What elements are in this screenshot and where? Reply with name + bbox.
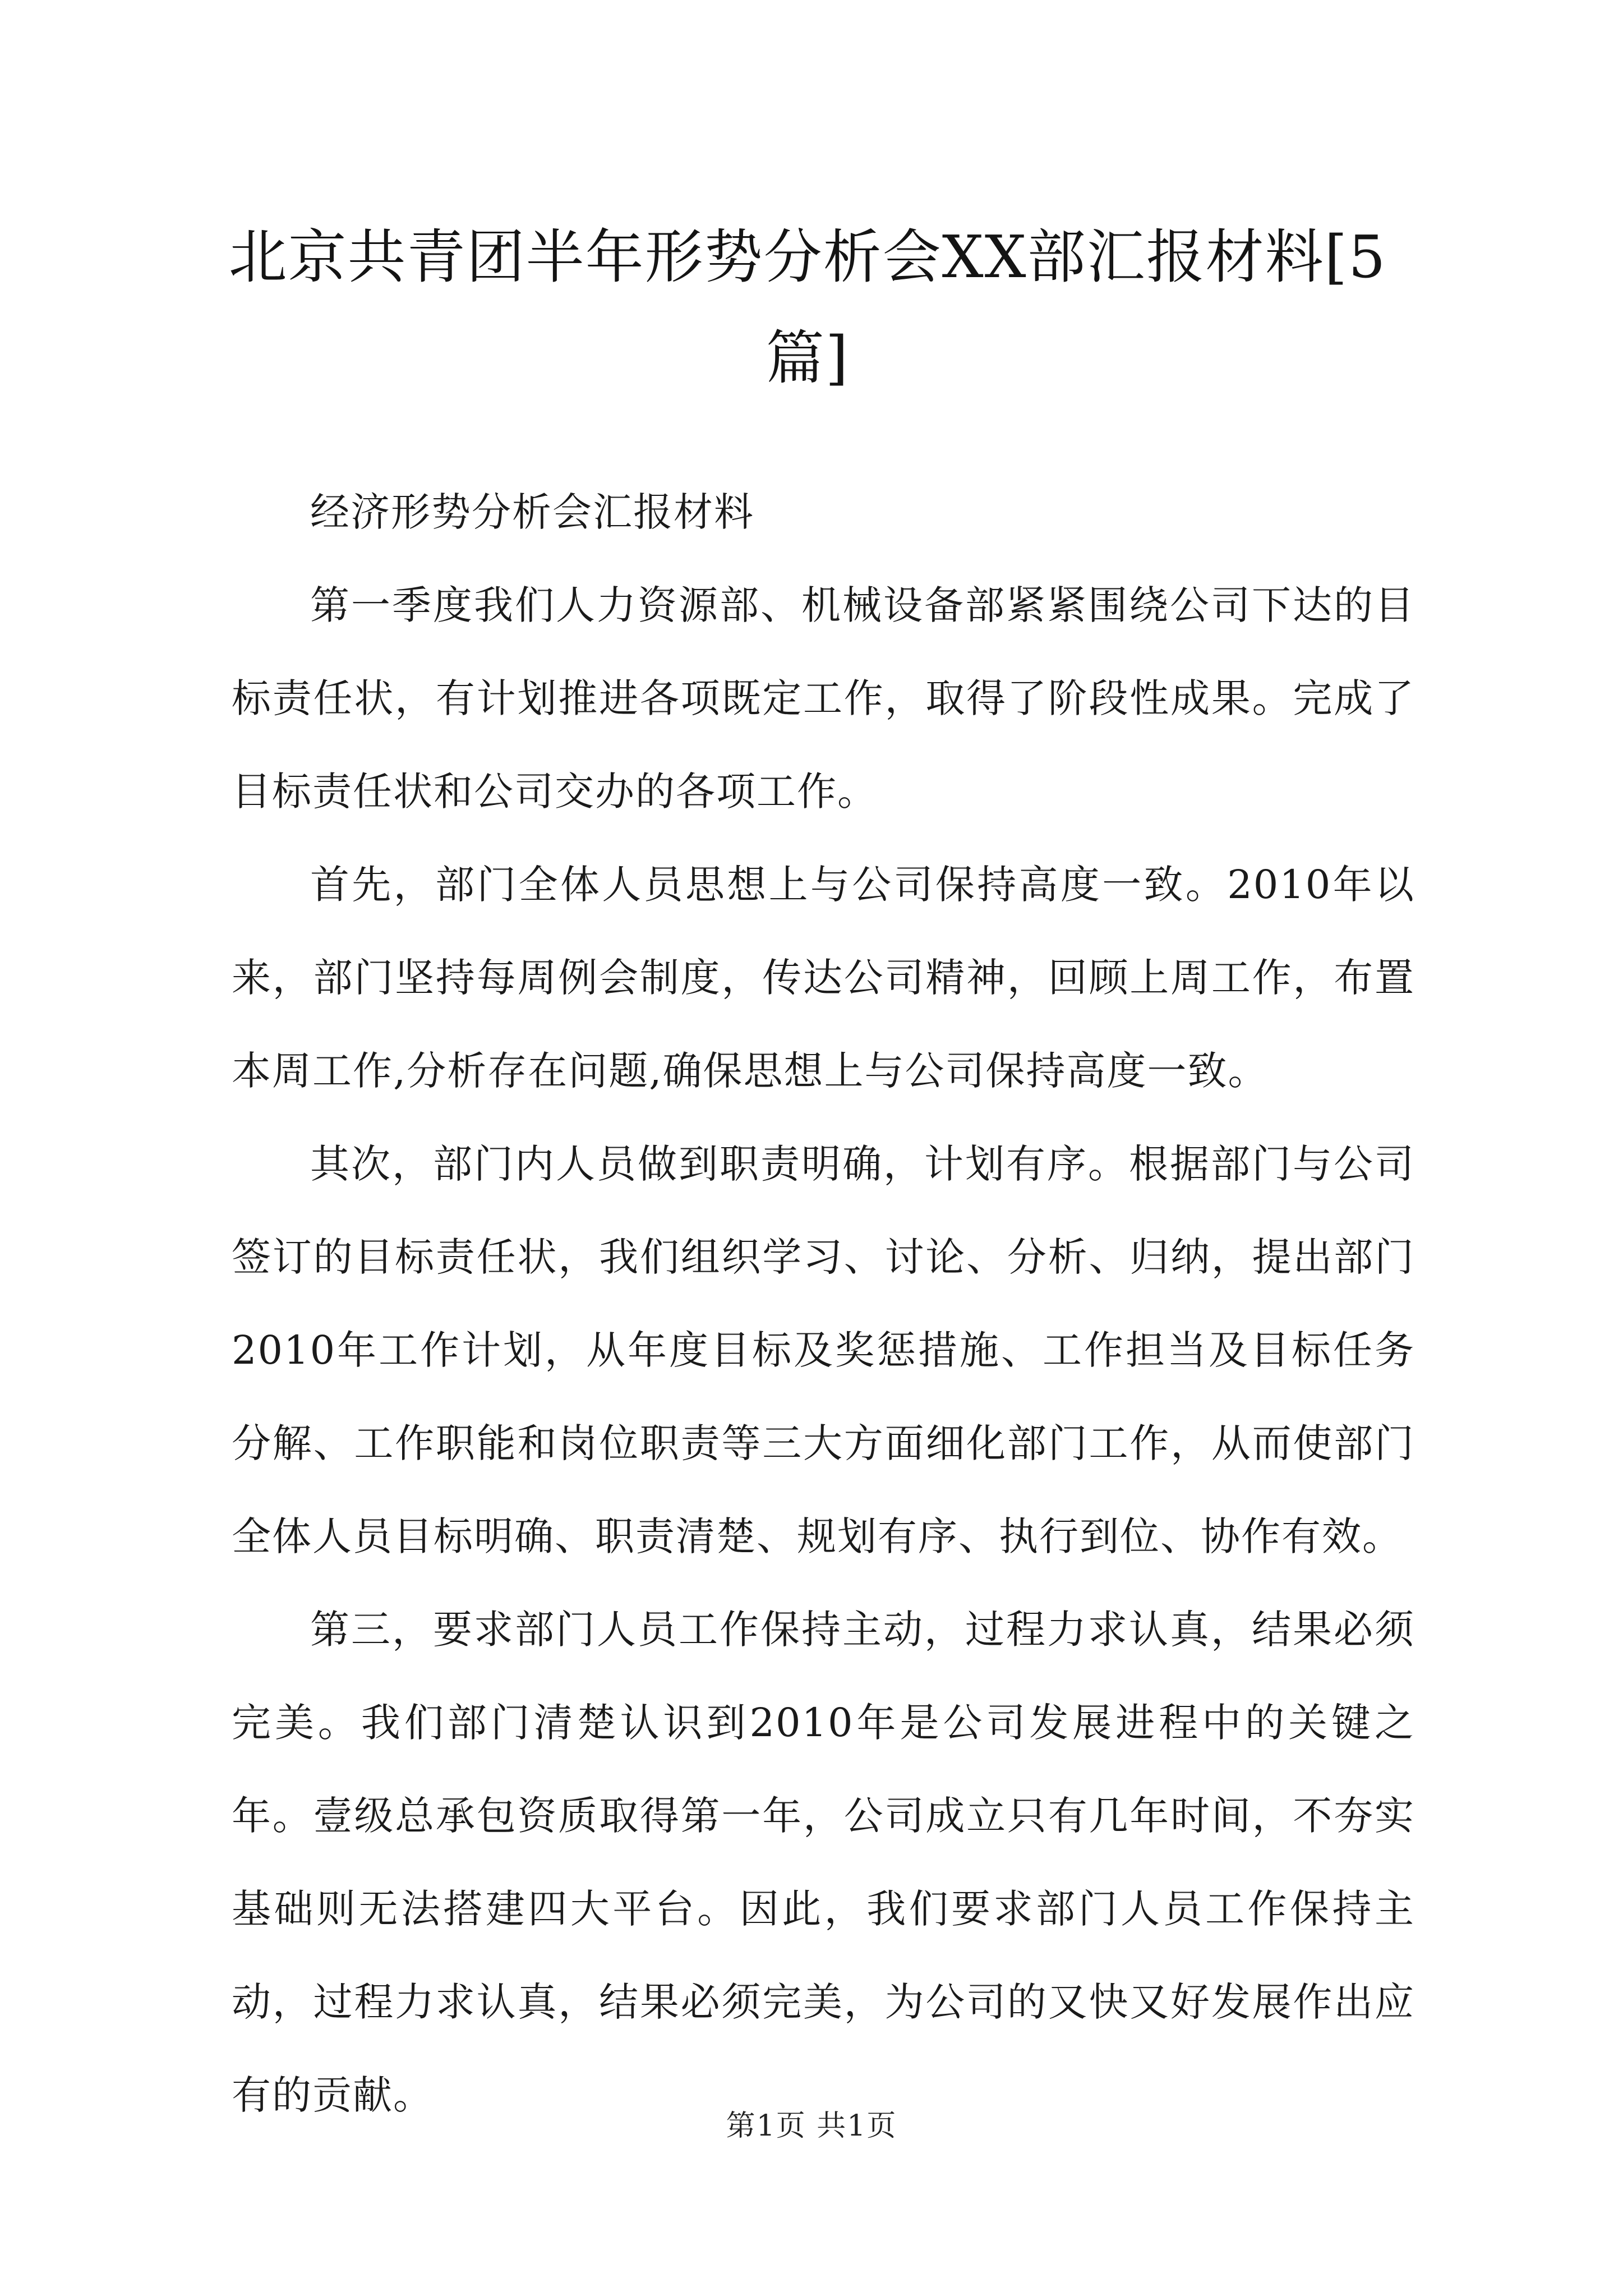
document-title: 北京共青团半年形势分析会XX部汇报材料[5篇]: [228, 223, 1387, 392]
page-footer: 第1页 共1页: [726, 2109, 897, 2143]
paragraph-2: 首先，部门全体人员思想上与公司保持高度一致。2010年以来，部门坚持每周例会制度，传达公司精神，回顾上周工作，布置本周工作,分析存在问题,确保思想上与公司保持高度一致。: [232, 862, 1415, 1094]
paragraph-4: 第三，要求部门人员工作保持主动，过程力求认真，结果必须完美。我们部门清楚认识到2010年是公司发展进程中的关键之年。壹级总承包资质取得第一年，公司成立只有几年时间，不夯实基础则无法搭建四大平台。因此，我们要求部门人员工作保持主动，过程力求认真，结果必须完美，为公司的又快又好发展作出应有的贡献。: [232, 1607, 1415, 2118]
document-body: [232, 466, 1415, 2142]
paragraph-3: 其次，部门内人员做到职责明确，计划有序。根据部门与公司签订的目标责任状，我们组织学习、讨论、分析、归纳，提出部门2010年工作计划，从年度目标及奖惩措施、工作担当及目标任务分解、工作职能和岗位职责等三大方面细化部门工作，从而使部门全体人员目标明确、职责清楚、规划有序、执行到位、协作有效。: [232, 1141, 1415, 1559]
document-subtitle: 经济形势分析会汇报材料: [310, 489, 754, 535]
paragraph-1: 第一季度我们人力资源部、机械设备部紧紧围绕公司下达的目标责任状，有计划推进各项既定工作，取得了阶段性成果。完成了目标责任状和公司交办的各项工作。: [232, 582, 1415, 815]
